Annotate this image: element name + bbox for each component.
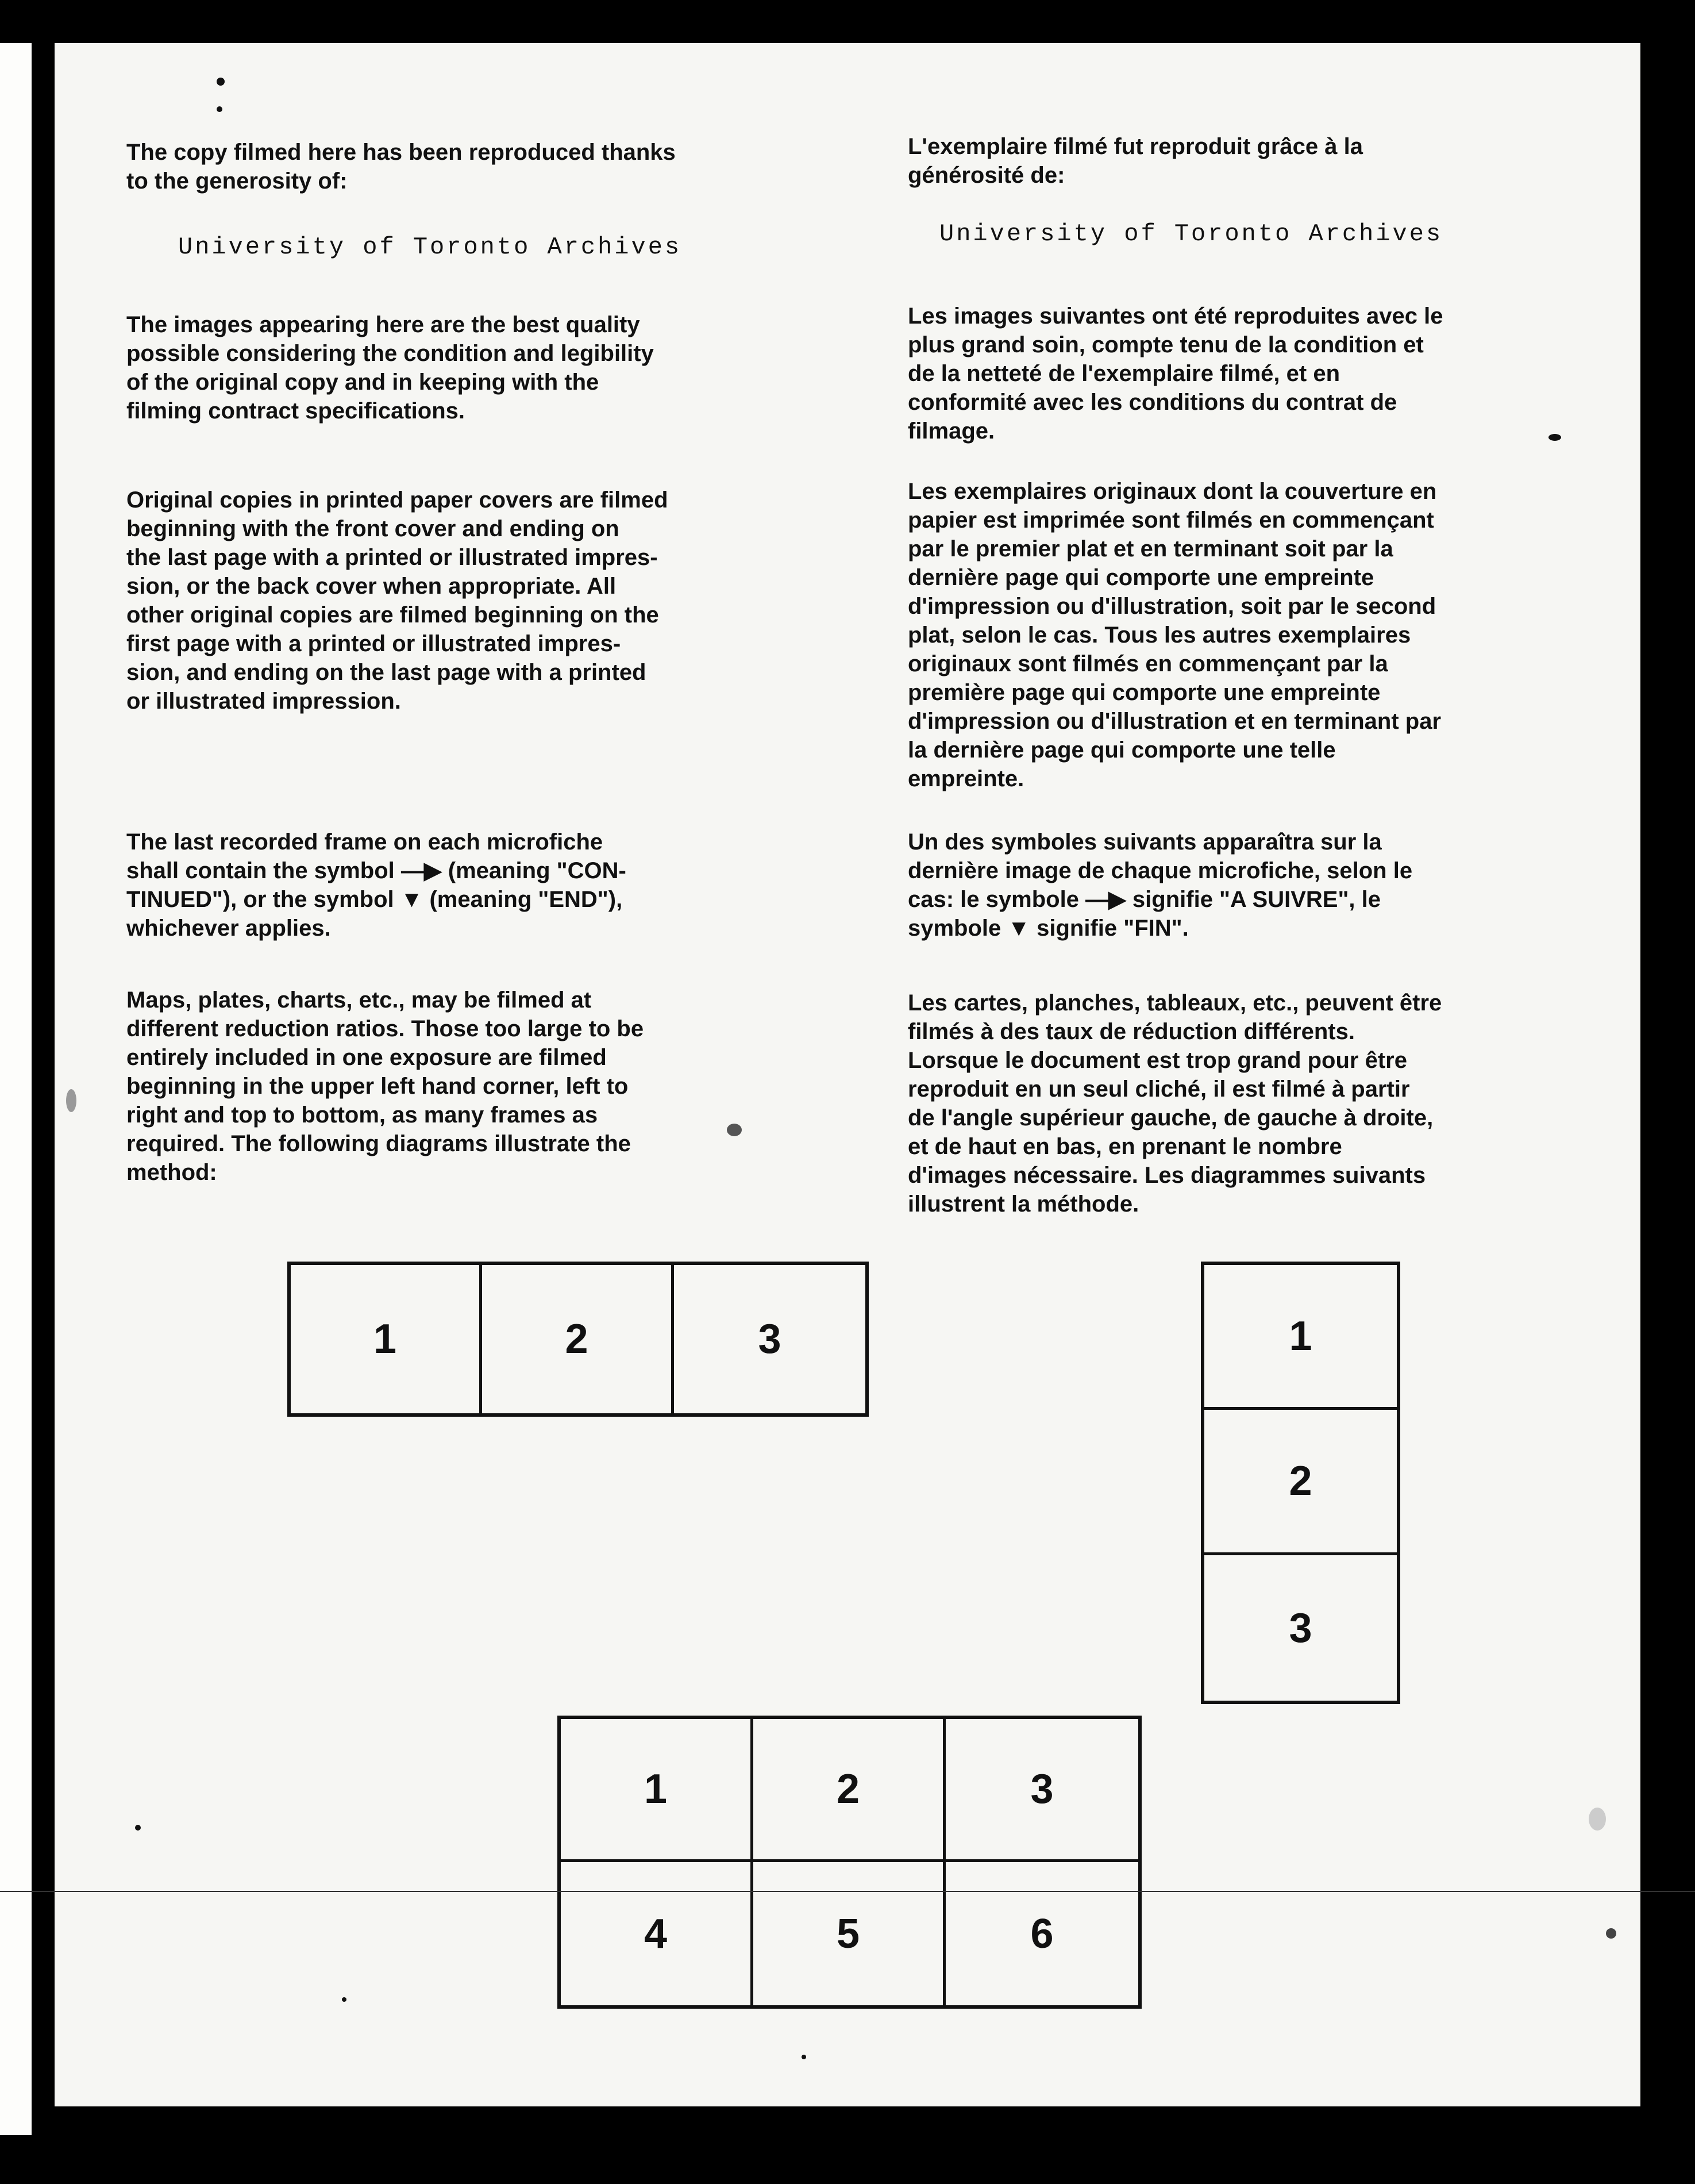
fr-maps-text: Les cartes, planches, tableaux, etc., peuvent être filmés à des taux de réduction différents. Lorsque le document est trop grand pour être reproduit en un seul cliché, il est filmé à partir de l'angle supérieur gauche, de gauche à droite, et de haut en bas, en prenant le nombre d'images nécessaire. Les diagrammes suivants illustrent la méthode. xyxy=(908,990,1442,1217)
dust-speck xyxy=(342,1997,346,2002)
diagram-cell: 2 xyxy=(482,1265,674,1413)
dust-speck xyxy=(802,2055,806,2059)
diagram-cell: 5 xyxy=(753,1862,946,2005)
en-originals-text: Original copies in printed paper covers are filmed beginning with the front cover and ending on the last page with a printed or illustrated impres- sion, or the back cover when appropriate. All other original copies are filmed beginning on the first page with a printed or illustrated impres- sion, and ending on the last page with a printed or illustrated impression. xyxy=(126,487,668,714)
dust-speck xyxy=(1589,1808,1606,1831)
diagram-cell: 3 xyxy=(758,1316,781,1362)
diagram-cell: 3 xyxy=(1289,1605,1312,1651)
dust-speck xyxy=(727,1124,742,1136)
fr-institution-name: University of Toronto Archives xyxy=(939,220,1443,248)
fr-symbols-text: Un des symboles suivants apparaîtra sur la dernière image de chaque microfiche, selon le cas: le symbole —▶ signifie "A SUIVRE", le symbole ▼ signifie "FIN". xyxy=(908,829,1413,941)
en-institution-name: University of Toronto Archives xyxy=(178,233,682,261)
dust-speck xyxy=(66,1089,76,1112)
film-shadow xyxy=(32,43,55,2135)
microfiche-target-page xyxy=(55,43,1640,2106)
fr-originals-text: Les exemplaires originaux dont la couverture en papier est imprimée sont filmés en commençant par le premier plat et en terminant soit par la dernière page qui comporte une empreinte d'impression ou d'illustration, soit par le second plat, selon le cas. Tous les autres exemplaires originaux sont filmés en commençant par la première page qui comporte une empreinte d'impression ou d'illustration et en terminant par la dernière page qui comporte une telle empreinte. xyxy=(908,479,1442,791)
dust-speck xyxy=(135,1825,141,1831)
grid-frame-diagram xyxy=(557,1716,1142,2009)
en-quality-text: The images appearing here are the best quality possible considering the condition and legibility of the original copy and in keeping with the filming contract specifications. xyxy=(126,312,654,424)
vertical-frame-diagram xyxy=(1201,1262,1400,1704)
diagram-cell: 1 xyxy=(561,1719,753,1862)
en-thanks-text: The copy filmed here has been reproduced thanks to the generosity of: xyxy=(126,140,676,194)
diagram-cell: 3 xyxy=(946,1719,1138,1862)
en-maps-text: Maps, plates, charts, etc., may be filmed at different reduction ratios. Those too large to be entirely included in one exposure are filmed beginning in the upper left hand corner, left to right and top to bottom, as many frames as required. The following diagrams illustrate the method: xyxy=(126,987,644,1185)
dust-speck xyxy=(217,78,225,86)
diagram-cell: 6 xyxy=(1030,1910,1054,1957)
horizontal-frame-diagram xyxy=(287,1262,869,1417)
en-symbols-text: The last recorded frame on each microfiche shall contain the symbol —▶ (meaning "CON- TINUED"), or the symbol ▼ (meaning "END"), whichever applies. xyxy=(126,829,626,941)
diagram-cell: 1 xyxy=(291,1265,482,1413)
diagram-cell: 4 xyxy=(561,1862,753,2005)
film-scan-line xyxy=(0,1891,1695,1892)
dust-speck xyxy=(1606,1928,1616,1939)
fr-quality-text: Les images suivantes ont été reproduites avec le plus grand soin, compte tenu de la condition et de la netteté de l'exemplaire filmé, et en conformité avec les conditions du contrat de filmage. xyxy=(908,303,1443,444)
fr-thanks-text: L'exemplaire filmé fut reproduit grâce à la générosité de: xyxy=(908,134,1363,188)
diagram-cell: 2 xyxy=(753,1719,946,1862)
diagram-cell: 1 xyxy=(1204,1265,1397,1410)
dust-speck xyxy=(1548,434,1561,441)
dust-speck xyxy=(217,106,222,112)
diagram-cell: 2 xyxy=(1204,1410,1397,1555)
